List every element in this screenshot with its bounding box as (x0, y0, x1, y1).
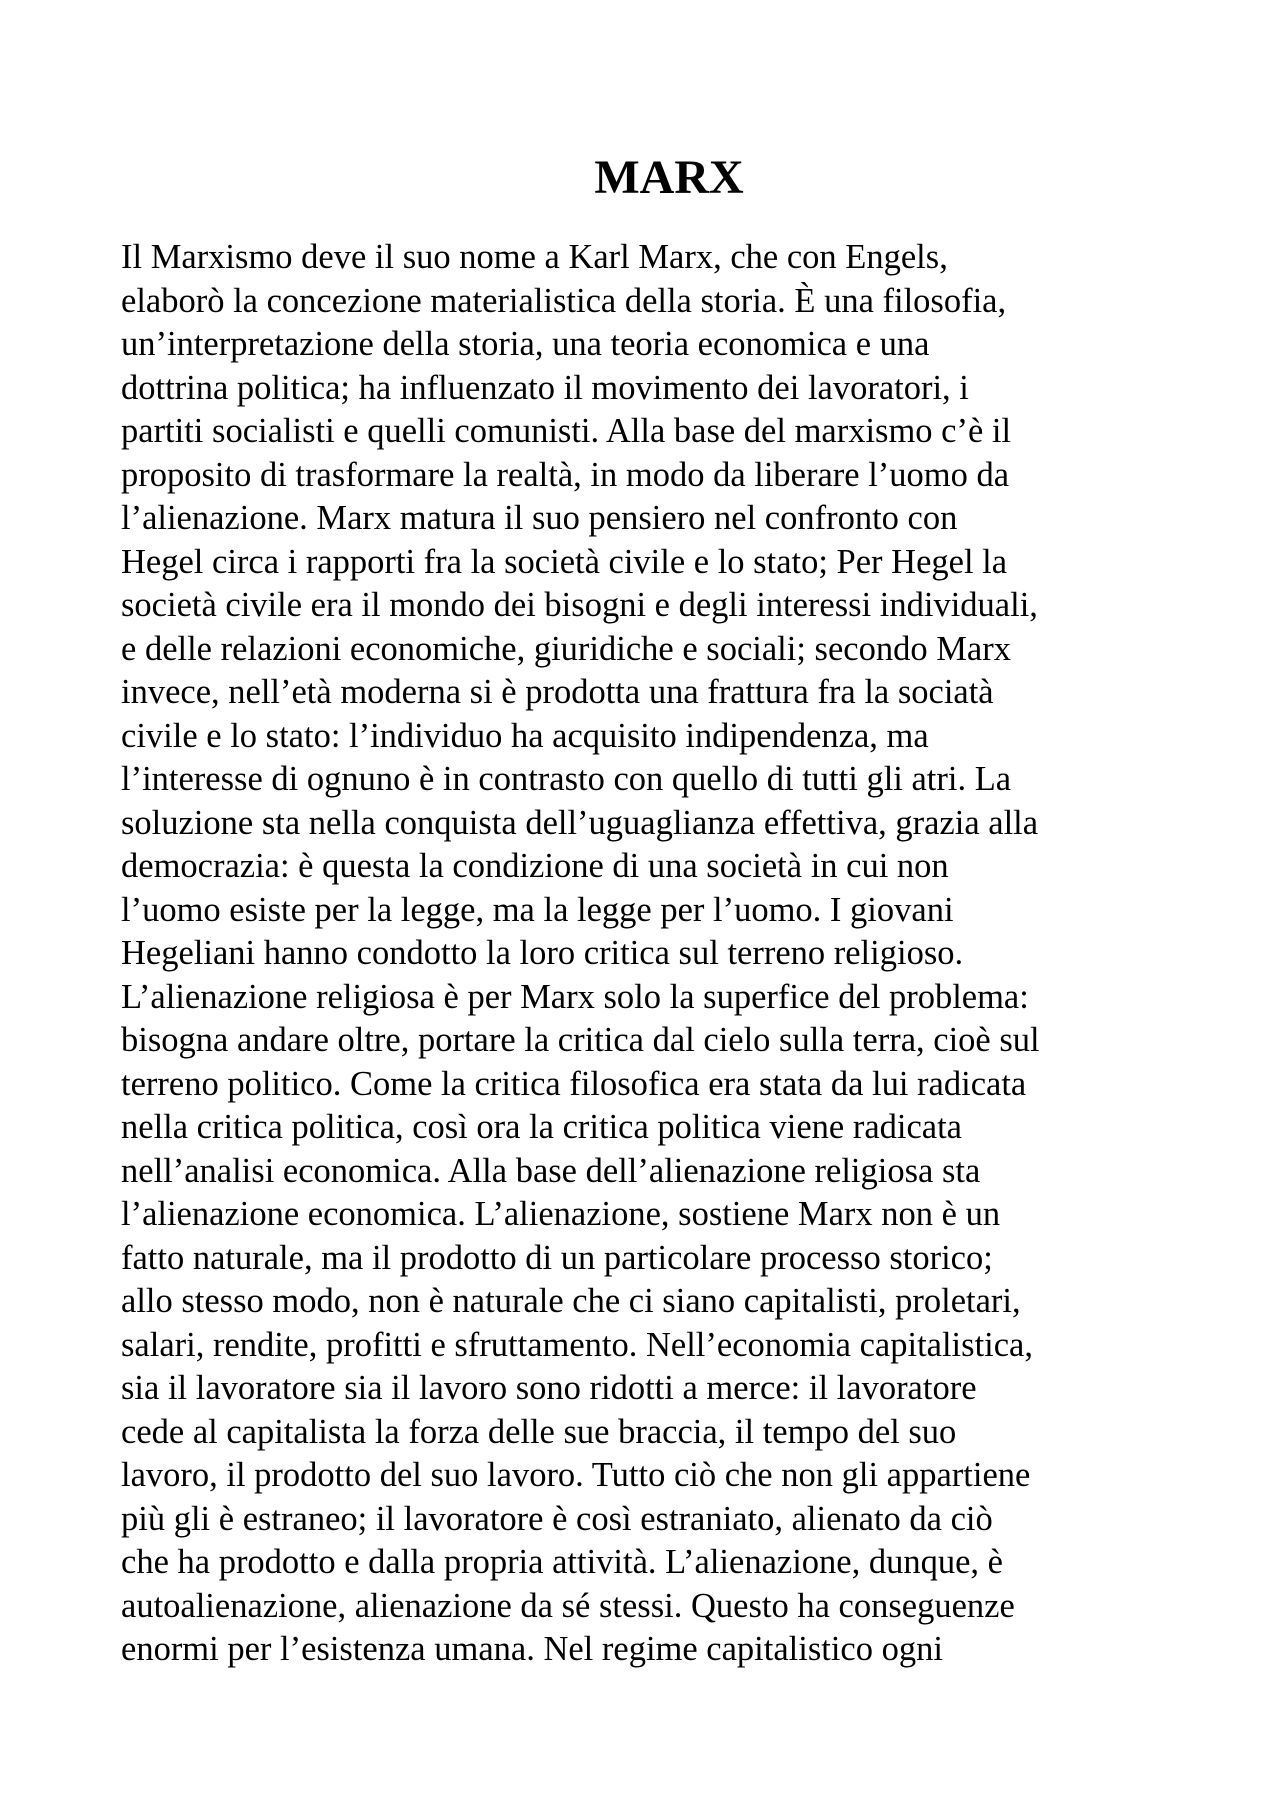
text-line: Hegeliani hanno condotto la loro critica sul terreno religioso. (121, 934, 964, 972)
text-line: più gli è estraneo; il lavoratore è così estraniato, alienato da ciò (121, 1499, 993, 1538)
text-line: l’uomo esiste per la legge, ma la legge per l’uomo. I giovani (121, 890, 954, 929)
text-line: proposito di trasformare la realtà, in modo da liberare l’uomo da (121, 455, 1010, 494)
text-line: Il Marxismo deve il suo nome a Karl Marx, che con Engels, (121, 238, 948, 276)
text-line: l’alienazione. Marx matura il suo pensiero nel confronto con (121, 499, 958, 537)
body-paragraph (121, 236, 1181, 1672)
text-line: soluzione sta nella conquista dell’uguaglianza effettiva, grazia alla (121, 803, 1039, 842)
text-line: nell’analisi economica. Alla base dell’alienazione religiosa sta (121, 1151, 981, 1190)
text-line: partiti socialisti e quelli comunisti. Alla base del marxismo c’è il (121, 412, 1012, 450)
text-line: società civile era il mondo dei bisogni e degli interessi individuali, (121, 586, 1038, 624)
text-line: un’interpretazione della storia, una teoria economica e una (121, 325, 930, 363)
text-line: salari, rendite, profitti e sfruttamento. Nell’economia capitalistica, (121, 1325, 1033, 1364)
text-line: l’alienazione economica. L’alienazione, sostiene Marx non è un (121, 1195, 1001, 1233)
text-line: L’alienazione religiosa è per Marx solo la superfice del problema: (121, 977, 1029, 1016)
text-line: lavoro, il prodotto del suo lavoro. Tutto ciò che non gli appartiene (121, 1456, 1031, 1494)
text-line: dottrina politica; ha influenzato il movimento dei lavoratori, i (121, 368, 969, 407)
text-line: enormi per l’esistenza umana. Nel regime capitalistico ogni (121, 1630, 943, 1668)
text-line: nella critica politica, così ora la critica politica viene radicata (121, 1108, 962, 1146)
text-line: l’interesse di ognuno è in contrasto con quello di tutti gli atri. La (121, 760, 1012, 798)
text-line: sia il lavoratore sia il lavoro sono ridotti a merce: il lavoratore (121, 1369, 977, 1407)
text-line: allo stesso modo, non è naturale che ci siano capitalisti, proletari, (121, 1282, 1021, 1320)
text-line: civile e lo stato: l’individuo ha acquisito indipendenza, ma (121, 716, 929, 755)
text-line: terreno politico. Come la critica filosofica era stata da lui radicata (121, 1064, 1027, 1103)
text-line: bisogna andare oltre, portare la critica dal cielo sulla terra, cioè sul (121, 1021, 1040, 1059)
text-line: invece, nell’età moderna si è prodotta una frattura fra la sociatà (121, 673, 994, 711)
text-line: e delle relazioni economiche, giuridiche e sociali; secondo Marx (121, 629, 1011, 668)
text-line: democrazia: è questa la condizione di una società in cui non (121, 847, 949, 885)
text-line: fatto naturale, ma il prodotto di un particolare processo storico; (121, 1238, 993, 1277)
page-title: MARX (594, 151, 744, 204)
text-line: autoalienazione, alienazione da sé stessi. Questo ha conseguenze (121, 1586, 1015, 1625)
text-line: che ha prodotto e dalla propria attività. L’alienazione, dunque, è (121, 1543, 1003, 1581)
text-line: cede al capitalista la forza delle sue braccia, il tempo del suo (121, 1412, 957, 1451)
text-line: elaborò la concezione materialistica della storia. È una filosofia, (121, 281, 1007, 320)
text-line: Hegel circa i rapporti fra la società civile e lo stato; Per Hegel la (121, 542, 1008, 581)
